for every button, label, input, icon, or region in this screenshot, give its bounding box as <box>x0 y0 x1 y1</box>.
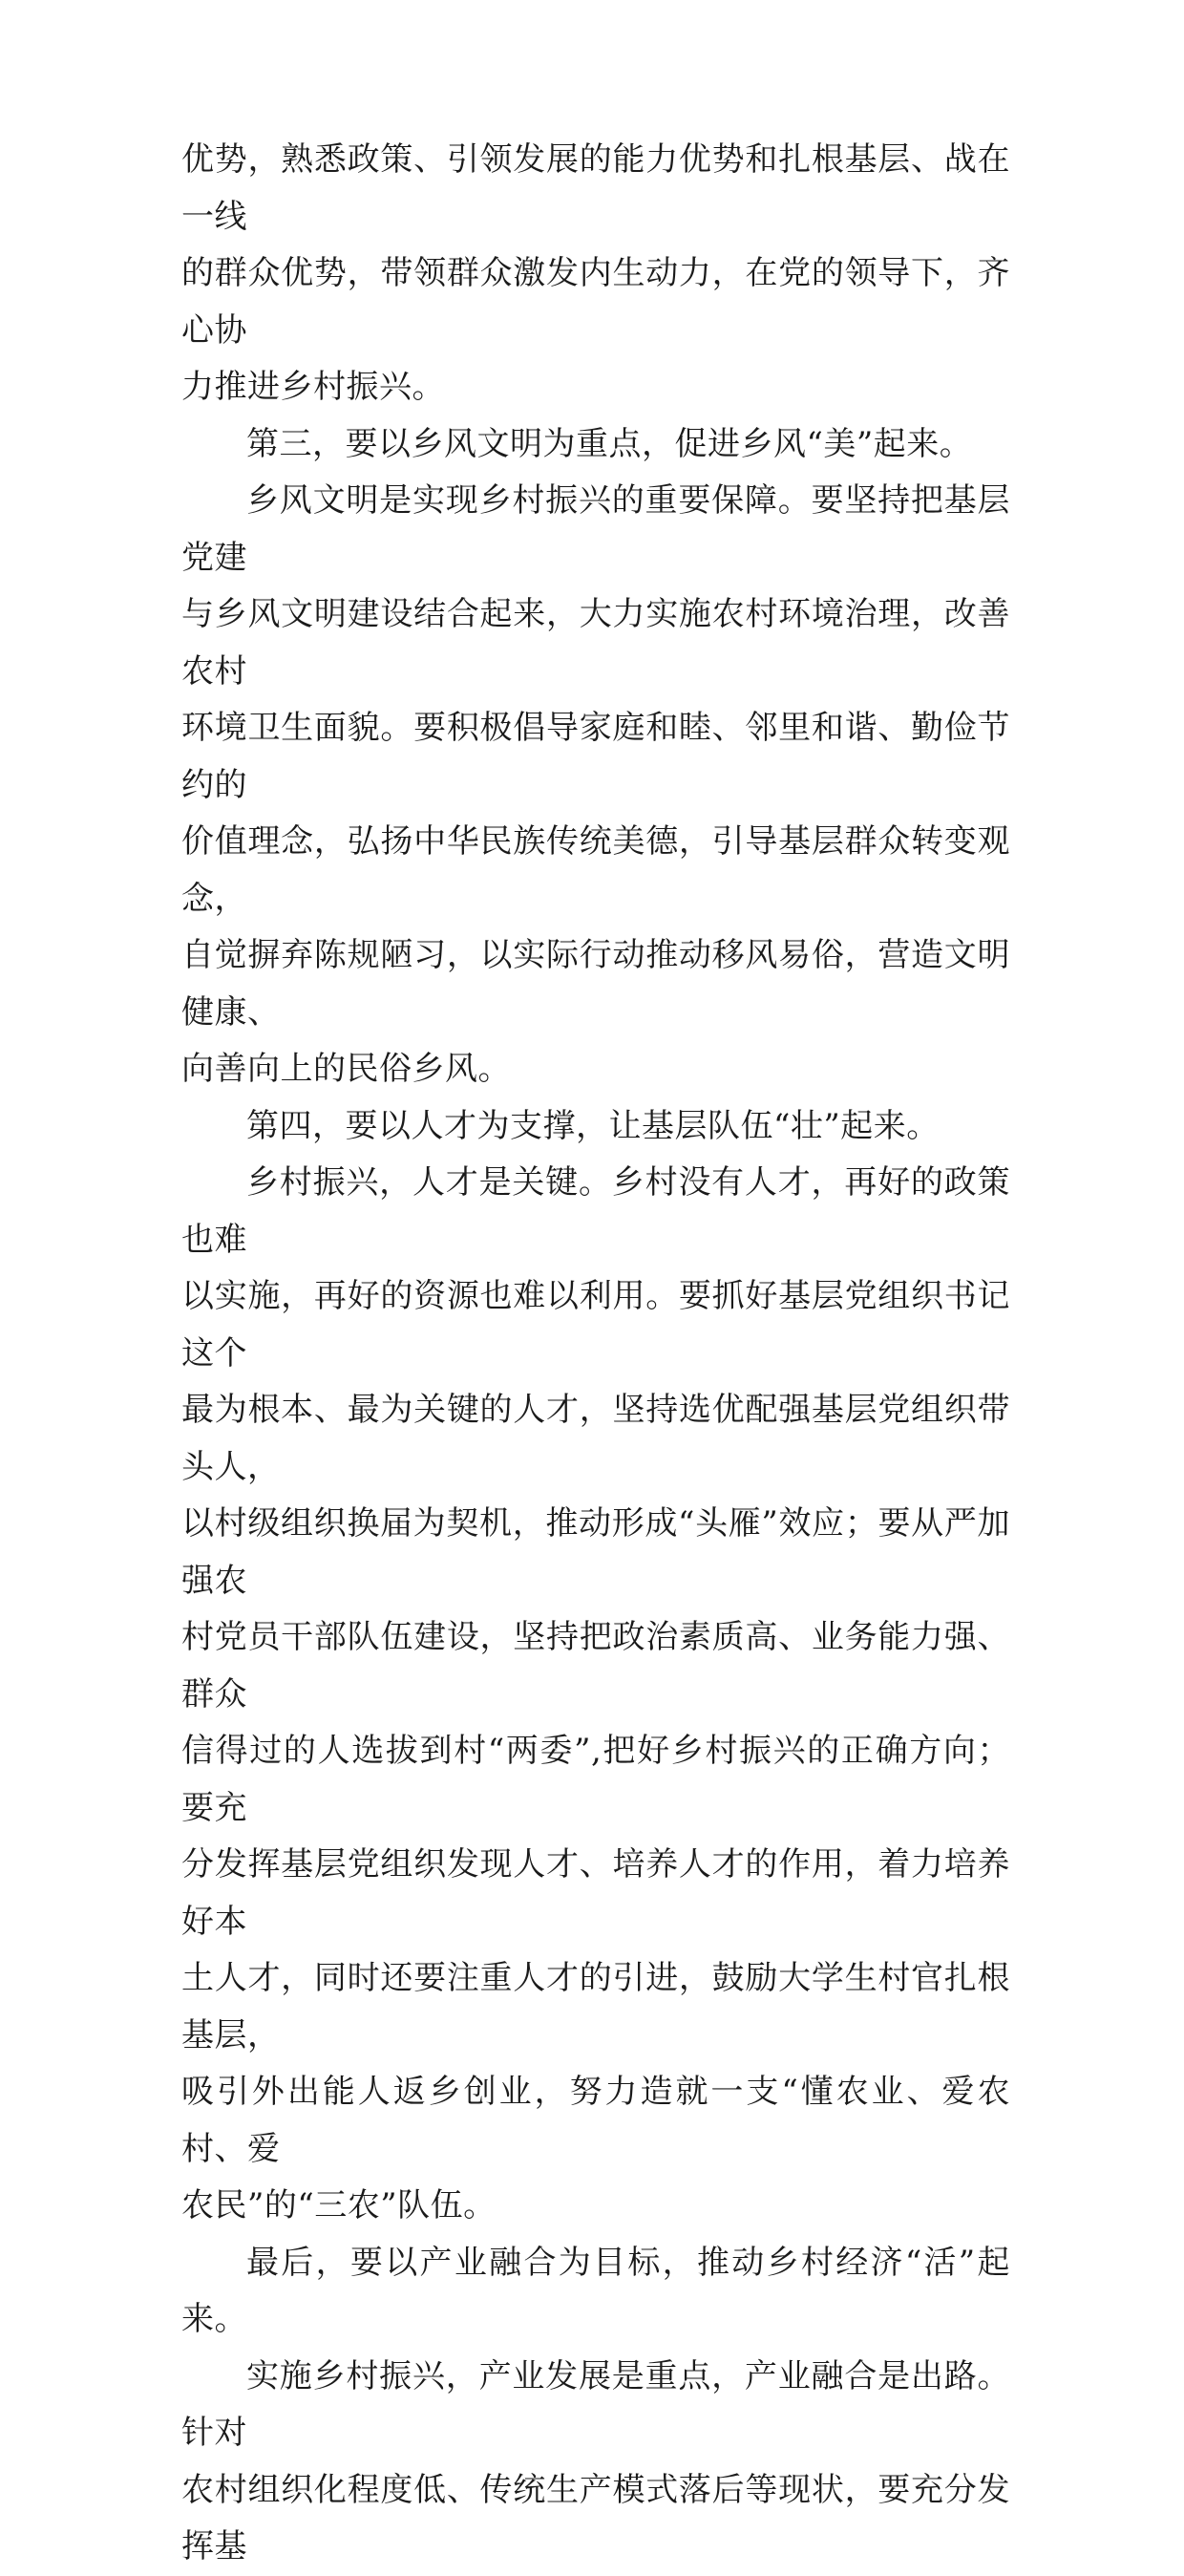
paragraph-heading-fourth: 第四，要以人才为支撑，让基层队伍“壮”起来。 <box>246 1106 940 1145</box>
paragraph-heading-third: 第三，要以乡风文明为重点，促进乡风“美”起来。 <box>246 424 973 463</box>
paragraph-industry: 实施乡村振兴，产业发展是重点，产业融合是出路。针对 农村组织化程度低、传统生产模式落后等现状，要充分发挥基 <box>181 2356 1010 2565</box>
paragraph-continuation: 优势，熟悉政策、引领发展的能力优势和扎根基层、战在一线 的群众优势，带领群众激发内生动力，在党的领导下，齐心协 力推进乡村振兴。 <box>181 140 1010 406</box>
paragraph-heading-last: 最后，要以产业融合为目标，推动乡村经济“活”起来。 <box>181 2243 1010 2338</box>
paragraph-talent: 乡村振兴，人才是关键。乡村没有人才，再好的政策也难 以实施，再好的资源也难以利用。要抓好基层党组织书记这个 最为根本、最为关键的人才，坚持选优配强基层党组织带头人， 以村级组织换届为契机，推动形成“头雁”效应；要从严加强农 村党员干部队伍建设，坚持把政治素质高、业务能力强、群众 信得过的人选拔到村“两委”,把好乡村振兴的正确方向；要充 分发挥基层党组织发现人才、培养人才的作用，着力培养好本 土人才，同时还要注重人才的引进，鼓励大学生村官扎根基层， 吸引外出能人返乡创业，努力造就一支“懂农业、爱农村、爱 农民”的“三农”队伍。 <box>181 1163 1010 2225</box>
document-body <box>181 132 1010 2576</box>
paragraph-rural-civilization: 乡风文明是实现乡村振兴的重要保障。要坚持把基层党建 与乡风文明建设结合起来，大力实施农村环境治理，改善农村 环境卫生面貌。要积极倡导家庭和睦、邻里和谐、勤俭节约的 价值理念，弘扬中华民族传统美德，引导基层群众转变观念， 自觉摒弃陈规陋习，以实际行动推动移风易俗，营造文明健康、 向善向上的民俗乡风。 <box>181 481 1010 1088</box>
